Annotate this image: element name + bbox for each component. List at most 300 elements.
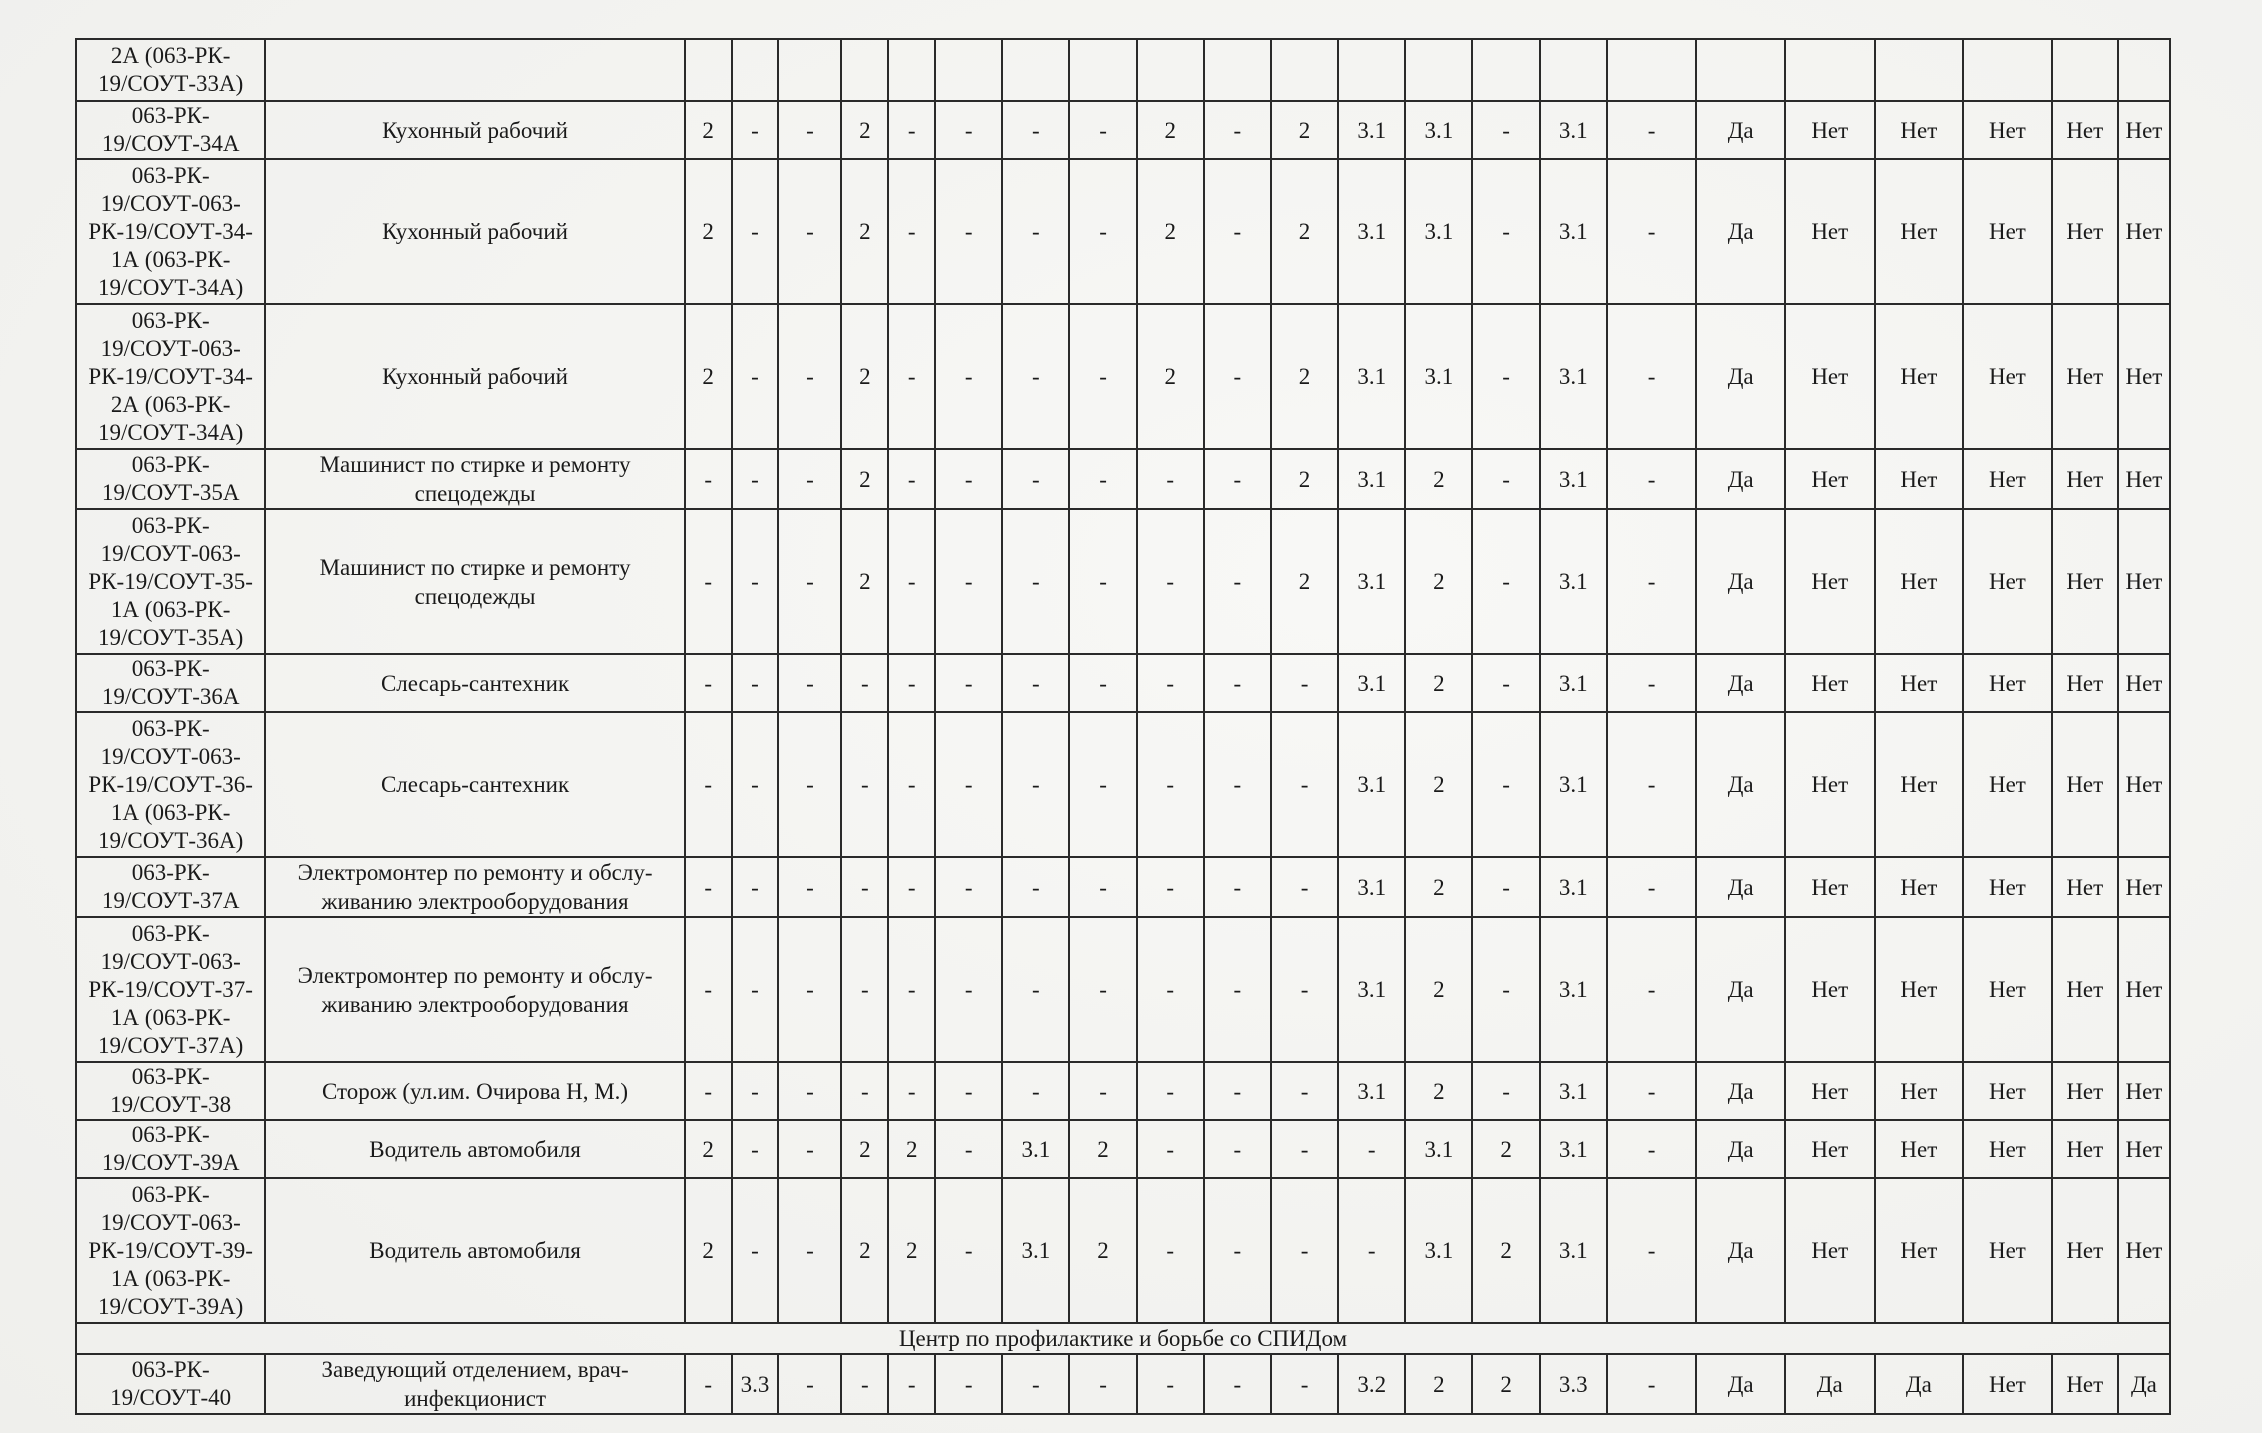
class-value-cell: - [685,654,732,712]
class-value-cell: Да [1696,1354,1785,1414]
class-value-cell: 2 [1069,1178,1136,1323]
class-value-cell: - [1271,1120,1338,1178]
class-value-cell: - [1271,1178,1338,1323]
class-value-cell: - [1271,917,1338,1062]
class-value-cell: 3.1 [1338,304,1405,449]
class-value-cell: - [1069,917,1136,1062]
class-value-cell [1338,39,1405,101]
class-value-cell: Нет [1785,857,1875,917]
class-value-cell: Нет [1875,1120,1964,1178]
class-value-cell: Нет [1963,304,2052,449]
class-value-cell [1472,39,1539,101]
class-value-cell: Нет [1875,917,1964,1062]
class-value-cell: 3.1 [1338,101,1405,159]
position-name-cell: Машинист по стирке и ремонту спецодежды [265,509,684,654]
class-value-cell: - [1002,654,1069,712]
class-value-cell: - [1204,101,1271,159]
workplace-code-cell: 063-РК- 19/СОУТ-34А [76,101,265,159]
class-value-cell: - [1204,917,1271,1062]
workplace-code-cell: 063-РК- 19/СОУТ-063- РК-19/СОУТ-37- 1А (063-РК- 19/СОУТ-37А) [76,917,265,1062]
class-value-cell: 2 [888,1120,935,1178]
class-value-cell: - [732,712,779,857]
class-value-cell: - [841,917,888,1062]
class-value-cell: Нет [1785,712,1875,857]
class-value-cell: Да [1696,712,1785,857]
position-name-cell: Водитель автомобиля [265,1120,684,1178]
class-value-cell: - [732,1178,779,1323]
class-value-cell: Да [2118,1354,2170,1414]
class-value-cell: 3.1 [1540,304,1607,449]
class-value-cell: - [841,654,888,712]
class-value-cell: - [685,917,732,1062]
class-value-cell: - [1204,857,1271,917]
class-value-cell: 2 [685,304,732,449]
class-value-cell: Нет [2118,304,2170,449]
class-value-cell: - [1607,449,1697,509]
class-value-cell: - [1137,1178,1204,1323]
class-value-cell: Да [1785,1354,1875,1414]
class-value-cell: - [685,857,732,917]
class-value-cell: Нет [1963,917,2052,1062]
class-value-cell: - [935,712,1002,857]
class-value-cell: - [732,857,779,917]
class-value-cell: - [685,449,732,509]
class-value-cell: 2 [1271,509,1338,654]
table-row [76,1062,2170,1120]
class-value-cell: - [778,304,841,449]
position-name-cell: Электромонтер по ремонту и обслу- живанию электрооборудования [265,857,684,917]
class-value-cell: - [778,1062,841,1120]
class-value-cell: 3.1 [1540,509,1607,654]
workplace-code-cell: 063-РК- 19/СОУТ-40 [76,1354,265,1414]
class-value-cell: Да [1696,1178,1785,1323]
class-value-cell [778,39,841,101]
class-value-cell: - [1002,304,1069,449]
class-value-cell: - [888,857,935,917]
class-value-cell: - [778,712,841,857]
class-value-cell: - [935,304,1002,449]
workplace-code-cell: 063-РК- 19/СОУТ-063- РК-19/СОУТ-34- 2А (063-РК- 19/СОУТ-34А) [76,304,265,449]
class-value-cell: - [1002,857,1069,917]
class-value-cell: - [1607,1062,1697,1120]
class-value-cell: - [1069,159,1136,304]
class-value-cell: - [732,917,779,1062]
position-name-cell: Машинист по стирке и ремонту спецодежды [265,449,684,509]
class-value-cell: - [1069,304,1136,449]
class-value-cell: - [935,1354,1002,1414]
class-value-cell: - [1069,449,1136,509]
class-value-cell: - [1002,449,1069,509]
class-value-cell: - [685,712,732,857]
class-value-cell: - [1271,712,1338,857]
class-value-cell: Нет [2118,1178,2170,1323]
class-value-cell: - [1137,712,1204,857]
class-value-cell: Нет [2118,917,2170,1062]
class-value-cell: 3.1 [1540,449,1607,509]
class-value-cell: - [778,1120,841,1178]
class-value-cell: - [935,101,1002,159]
class-value-cell: 2 [1405,449,1472,509]
class-value-cell: 2 [1069,1120,1136,1178]
class-value-cell: - [1002,509,1069,654]
class-value-cell: - [685,1062,732,1120]
class-value-cell: 2 [1405,509,1472,654]
workplace-code-cell: 063-РК- 19/СОУТ-37А [76,857,265,917]
workplace-code-cell: 063-РК- 19/СОУТ-39А [76,1120,265,1178]
class-value-cell [888,39,935,101]
class-value-cell: 2 [1405,917,1472,1062]
table-row [76,654,2170,712]
class-value-cell: - [732,101,779,159]
class-value-cell: 3.1 [1540,857,1607,917]
position-name-cell: Слесарь-сантехник [265,712,684,857]
class-value-cell: 2 [1405,712,1472,857]
class-value-cell: Да [1696,159,1785,304]
class-value-cell: Нет [1875,449,1964,509]
class-value-cell: 3.1 [1405,304,1472,449]
class-value-cell: Да [1696,1120,1785,1178]
class-value-cell: Нет [1785,654,1875,712]
class-value-cell: - [685,1354,732,1414]
class-value-cell: Да [1696,917,1785,1062]
class-value-cell [732,39,779,101]
class-value-cell: - [1271,654,1338,712]
class-value-cell: Нет [1963,654,2052,712]
class-value-cell: - [1472,917,1539,1062]
class-value-cell: - [935,917,1002,1062]
class-value-cell: 2 [1405,857,1472,917]
class-value-cell: - [1607,159,1697,304]
class-value-cell: Нет [1875,857,1964,917]
class-value-cell [1963,39,2052,101]
class-value-cell: 2 [1405,1062,1472,1120]
class-value-cell: Нет [2052,101,2118,159]
class-value-cell: Нет [2052,654,2118,712]
class-value-cell: - [1204,1178,1271,1323]
class-value-cell: - [1137,449,1204,509]
class-value-cell: - [778,1354,841,1414]
class-value-cell: - [888,159,935,304]
position-name-cell [265,39,684,101]
table-row [76,1120,2170,1178]
class-value-cell: - [1472,1062,1539,1120]
class-value-cell [841,39,888,101]
class-value-cell: 3.1 [1338,654,1405,712]
class-value-cell: - [1204,304,1271,449]
class-value-cell: Нет [2118,159,2170,304]
class-value-cell: - [935,654,1002,712]
class-value-cell: Нет [2052,159,2118,304]
class-value-cell: - [888,509,935,654]
class-value-cell: - [732,1120,779,1178]
table-row [76,917,2170,1062]
class-value-cell: 3.1 [1002,1178,1069,1323]
class-value-cell: - [1069,857,1136,917]
class-value-cell: Нет [1875,509,1964,654]
class-value-cell: - [935,159,1002,304]
class-value-cell: Нет [2052,1120,2118,1178]
table-row [76,101,2170,159]
class-value-cell: - [1607,304,1697,449]
class-value-cell: - [1472,857,1539,917]
workplace-code-cell: 063-РК- 19/СОУТ-38 [76,1062,265,1120]
class-value-cell: - [778,159,841,304]
class-value-cell: 3.1 [1338,917,1405,1062]
class-value-cell: Нет [1875,654,1964,712]
class-value-cell: Нет [2118,857,2170,917]
class-value-cell [2052,39,2118,101]
section-header-row [76,1323,2170,1354]
class-value-cell: Нет [2052,857,2118,917]
class-value-cell: - [778,101,841,159]
table-row [76,857,2170,917]
class-value-cell: - [935,509,1002,654]
class-value-cell: - [1204,509,1271,654]
class-value-cell: 2 [1472,1120,1539,1178]
class-value-cell [1607,39,1697,101]
class-value-cell: - [1607,1178,1697,1323]
position-name-cell: Кухонный рабочий [265,304,684,449]
class-value-cell: Нет [1785,1178,1875,1323]
class-value-cell: - [1472,449,1539,509]
class-value-cell: 2 [841,1120,888,1178]
class-value-cell: Да [1696,857,1785,917]
class-value-cell: Нет [1785,304,1875,449]
position-name-cell: Слесарь-сантехник [265,654,684,712]
class-value-cell: 3.1 [1540,1178,1607,1323]
class-value-cell: - [732,509,779,654]
class-value-cell: - [1069,712,1136,857]
class-value-cell: 3.3 [732,1354,779,1414]
position-name-cell: Сторож (ул.им. Очирова Н, М.) [265,1062,684,1120]
class-value-cell: Нет [1875,304,1964,449]
class-value-cell [1875,39,1964,101]
class-value-cell: 2 [841,509,888,654]
class-value-cell: 2 [1137,159,1204,304]
class-value-cell: - [1002,712,1069,857]
class-value-cell: - [1204,654,1271,712]
class-value-cell: - [1069,101,1136,159]
class-value-cell: - [1002,101,1069,159]
table-row [76,304,2170,449]
workplace-code-cell: 063-РК- 19/СОУТ-36А [76,654,265,712]
class-value-cell: 2 [1472,1178,1539,1323]
class-value-cell: Да [1696,304,1785,449]
class-value-cell: - [1137,917,1204,1062]
class-value-cell: - [1472,712,1539,857]
class-value-cell: Нет [1785,449,1875,509]
class-value-cell: Да [1696,1062,1785,1120]
class-value-cell: Нет [1963,857,2052,917]
class-value-cell: Нет [1963,1120,2052,1178]
class-value-cell: - [1472,654,1539,712]
table-row [76,449,2170,509]
class-value-cell: - [732,159,779,304]
class-value-cell: 3.1 [1540,1120,1607,1178]
class-value-cell: - [1002,159,1069,304]
class-value-cell: - [778,654,841,712]
class-value-cell: 3.1 [1338,159,1405,304]
workplace-code-cell: 063-РК- 19/СОУТ-063- РК-19/СОУТ-35- 1А (063-РК- 19/СОУТ-35А) [76,509,265,654]
class-value-cell: 2 [1472,1354,1539,1414]
class-value-cell: - [935,449,1002,509]
class-value-cell: - [1472,159,1539,304]
class-value-cell: 2 [841,159,888,304]
class-value-cell: 2 [1271,101,1338,159]
class-value-cell: - [1472,509,1539,654]
class-value-cell: 3.1 [1338,509,1405,654]
class-value-cell [1785,39,1875,101]
class-value-cell: - [1338,1120,1405,1178]
class-value-cell: 3.1 [1405,101,1472,159]
class-value-cell: 3.1 [1540,654,1607,712]
class-value-cell: - [888,101,935,159]
class-value-cell: Нет [2052,1354,2118,1414]
class-value-cell: 3.1 [1338,1062,1405,1120]
class-value-cell: Да [1696,654,1785,712]
class-value-cell: Нет [1875,712,1964,857]
class-value-cell: 2 [685,1120,732,1178]
class-value-cell: - [1204,159,1271,304]
class-value-cell: - [1137,1062,1204,1120]
class-value-cell: 3.1 [1338,449,1405,509]
class-value-cell: - [778,917,841,1062]
class-value-cell: - [1137,509,1204,654]
class-value-cell: Нет [1785,917,1875,1062]
class-value-cell: Нет [2118,101,2170,159]
class-value-cell: Нет [1963,101,2052,159]
class-value-cell: Да [1696,449,1785,509]
class-value-cell: - [1607,1354,1697,1414]
class-value-cell: - [1002,917,1069,1062]
table-row [76,509,2170,654]
class-value-cell [1137,39,1204,101]
class-value-cell: 3.1 [1405,1120,1472,1178]
class-value-cell: Нет [1875,159,1964,304]
class-value-cell [2118,39,2170,101]
class-value-cell: 2 [1405,1354,1472,1414]
class-value-cell: Нет [1963,712,2052,857]
class-value-cell: - [888,1354,935,1414]
class-value-cell: Нет [1963,159,2052,304]
class-value-cell: Нет [2052,1178,2118,1323]
workplace-code-cell: 063-РК- 19/СОУТ-063- РК-19/СОУТ-36- 1А (063-РК- 19/СОУТ-36А) [76,712,265,857]
class-value-cell: - [841,712,888,857]
class-value-cell: - [1607,917,1697,1062]
workplace-code-cell: 063-РК- 19/СОУТ-063- РК-19/СОУТ-34- 1А (063-РК- 19/СОУТ-34А) [76,159,265,304]
class-value-cell: - [1607,857,1697,917]
class-value-cell [935,39,1002,101]
class-value-cell: Нет [1785,101,1875,159]
class-value-cell: 3.1 [1540,101,1607,159]
table-row [76,159,2170,304]
class-value-cell: Нет [1963,449,2052,509]
class-value-cell: - [1271,1062,1338,1120]
class-value-cell: - [1069,1354,1136,1414]
class-value-cell: - [1069,509,1136,654]
class-value-cell: 2 [685,1178,732,1323]
table-row [76,1178,2170,1323]
class-value-cell [1069,39,1136,101]
class-value-cell: 3.1 [1540,712,1607,857]
class-value-cell: Нет [1875,101,1964,159]
class-value-cell: Да [1875,1354,1964,1414]
class-value-cell: 3.1 [1338,857,1405,917]
workplace-code-cell: 2А (063-РК- 19/СОУТ-33А) [76,39,265,101]
class-value-cell: Нет [2118,509,2170,654]
class-value-cell: 2 [685,159,732,304]
class-value-cell: - [1137,1354,1204,1414]
class-value-cell: 2 [1271,304,1338,449]
class-value-cell: 2 [1137,304,1204,449]
class-value-cell: 3.1 [1002,1120,1069,1178]
class-value-cell: 3.1 [1405,1178,1472,1323]
class-value-cell: Нет [1963,1354,2052,1414]
class-value-cell: Да [1696,509,1785,654]
class-value-cell: Нет [2118,654,2170,712]
class-value-cell: - [1271,857,1338,917]
class-value-cell: - [1204,712,1271,857]
class-value-cell: - [1204,449,1271,509]
class-value-cell: Нет [2052,449,2118,509]
class-value-cell: 2 [685,101,732,159]
class-value-cell [1540,39,1607,101]
class-value-cell: - [841,1062,888,1120]
class-value-cell: - [1607,654,1697,712]
class-value-cell: 3.1 [1338,712,1405,857]
class-value-cell: - [1069,654,1136,712]
class-value-cell: - [732,449,779,509]
section-title: Центр по профилактике и борьбе со СПИДом [76,1323,2170,1354]
class-value-cell: 3.1 [1540,1062,1607,1120]
class-value-cell: Нет [2052,509,2118,654]
class-value-cell: - [1607,712,1697,857]
class-value-cell: 3.1 [1540,917,1607,1062]
class-value-cell [1002,39,1069,101]
class-value-cell: - [1137,654,1204,712]
position-name-cell: Заведующий отделением, врач- инфекционист [265,1354,684,1414]
position-name-cell: Кухонный рабочий [265,159,684,304]
class-value-cell: - [1137,857,1204,917]
class-value-cell: Нет [2052,304,2118,449]
class-value-cell: 2 [841,101,888,159]
workplace-code-cell: 063-РК- 19/СОУТ-063- РК-19/СОУТ-39- 1А (063-РК- 19/СОУТ-39А) [76,1178,265,1323]
class-value-cell [685,39,732,101]
class-value-cell: - [732,304,779,449]
class-value-cell [1405,39,1472,101]
class-value-cell: - [778,449,841,509]
workplace-code-cell: 063-РК- 19/СОУТ-35А [76,449,265,509]
class-value-cell: - [732,1062,779,1120]
class-value-cell: - [841,1354,888,1414]
class-value-cell: Нет [1785,1120,1875,1178]
position-name-cell: Электромонтер по ремонту и обслу- живанию электрооборудования [265,917,684,1062]
working-conditions-table [75,38,2171,1415]
class-value-cell: - [1204,1062,1271,1120]
class-value-cell: - [778,1178,841,1323]
class-value-cell: - [1607,1120,1697,1178]
class-value-cell: Нет [1963,1062,2052,1120]
class-value-cell: Нет [1785,159,1875,304]
class-value-cell: Нет [1875,1062,1964,1120]
class-value-cell: Нет [1963,509,2052,654]
class-value-cell: - [1472,304,1539,449]
class-value-cell: Нет [2118,1062,2170,1120]
position-name-cell: Водитель автомобиля [265,1178,684,1323]
class-value-cell: 3.3 [1540,1354,1607,1414]
class-value-cell [1696,39,1785,101]
class-value-cell: 3.1 [1405,159,1472,304]
